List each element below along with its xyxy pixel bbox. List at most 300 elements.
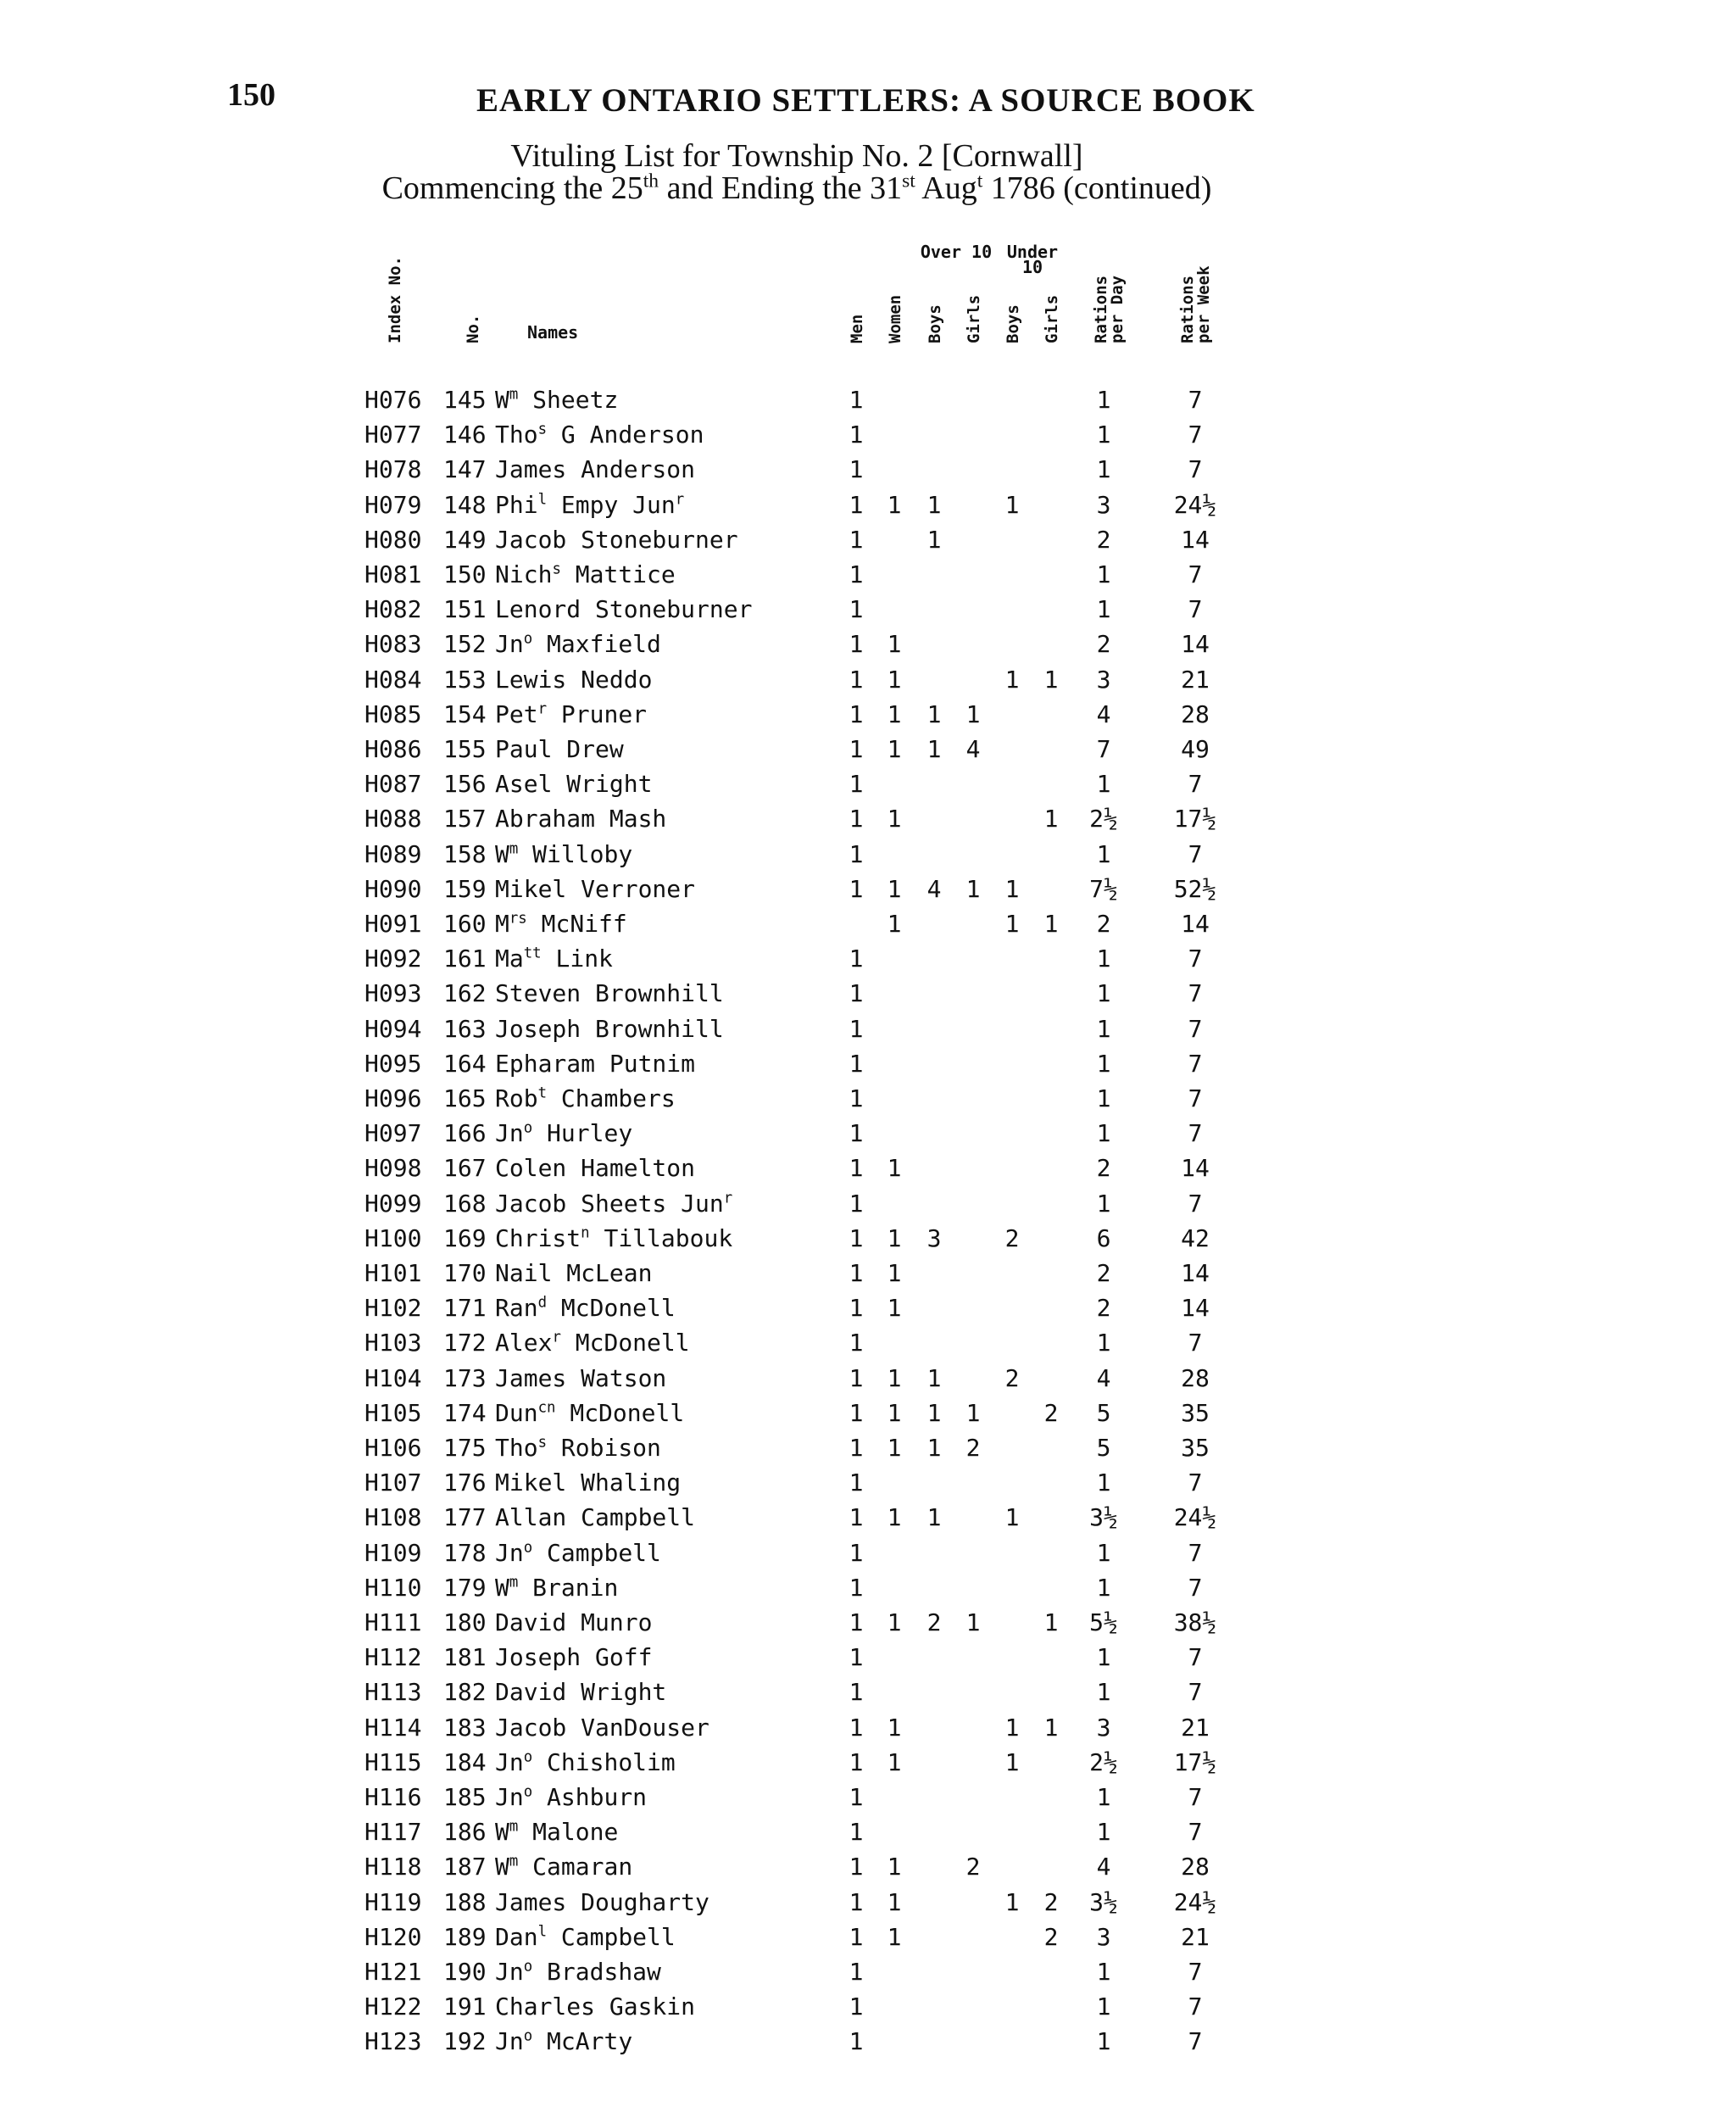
- header-men: Men: [848, 314, 866, 343]
- girls-under-10-count: 1: [1043, 1713, 1059, 1742]
- table-row: [0, 1993, 1736, 2027]
- settler-name: Dan$^l$ Campbell: [495, 1922, 676, 1951]
- men-count: 1: [849, 455, 864, 484]
- table-row: [0, 491, 1736, 526]
- index-no: H105: [364, 1398, 422, 1427]
- table-row: [0, 666, 1736, 700]
- men-count: 1: [849, 839, 864, 868]
- table-row: [0, 1294, 1736, 1329]
- rations-per-day: 1: [1096, 1049, 1111, 1078]
- entry-no: 153: [443, 665, 487, 694]
- rations-per-week: 7: [1188, 770, 1203, 799]
- settler-name: $W^m$ Sheetz: [495, 386, 619, 414]
- rations-per-week: 17½: [1173, 1747, 1217, 1776]
- index-no: H092: [364, 945, 422, 973]
- rations-per-week: 7: [1188, 1573, 1203, 1602]
- boys-under-10-count: 1: [1004, 1747, 1020, 1776]
- entry-no: 186: [443, 1818, 487, 1847]
- settler-name: Joseph Brownhill: [495, 1014, 724, 1043]
- rations-per-day: 1: [1096, 1084, 1111, 1112]
- rations-per-day: 2: [1096, 1294, 1111, 1323]
- settler-name: Nail McLean: [495, 1259, 653, 1287]
- table-row: [0, 1503, 1736, 1538]
- table-row: [0, 386, 1736, 421]
- rations-per-day: 3½: [1089, 1503, 1118, 1532]
- table-row: [0, 1539, 1736, 1574]
- header-rations-day: Rations per Day: [1092, 275, 1127, 343]
- entry-no: 170: [443, 1259, 487, 1287]
- header-no: No.: [464, 314, 482, 343]
- rations-per-week: 7: [1188, 1049, 1203, 1078]
- entry-no: 145: [443, 386, 487, 414]
- rations-per-week: 7: [1188, 1818, 1203, 1847]
- men-count: 1: [849, 1818, 864, 1847]
- rations-per-week: 7: [1188, 1329, 1203, 1357]
- rations-per-week: 7: [1188, 1643, 1203, 1672]
- index-no: H112: [364, 1643, 422, 1672]
- table-title-line1: Vituling List for Township No. 2 [Cornwall]: [510, 138, 1083, 174]
- rations-per-week: 14: [1181, 1259, 1210, 1287]
- table-row: [0, 455, 1736, 490]
- entry-no: 175: [443, 1434, 487, 1462]
- index-no: H121: [364, 1958, 422, 1986]
- rations-per-day: 1: [1096, 1189, 1111, 1218]
- settler-name: Jacob Sheets Jun$^r$: [495, 1189, 733, 1218]
- settler-name: $Ma^{tt}$ Link: [495, 945, 613, 973]
- rations-per-week: 7: [1188, 1014, 1203, 1043]
- table-row: [0, 1469, 1736, 1503]
- rations-per-day: 1: [1096, 455, 1111, 484]
- women-count: 1: [887, 805, 902, 833]
- index-no: H117: [364, 1818, 422, 1847]
- men-count: 1: [849, 1713, 864, 1742]
- index-no: H085: [364, 699, 422, 728]
- boys-over-10-count: 3: [926, 1223, 942, 1252]
- table-row: [0, 1853, 1736, 1887]
- settler-name: Jn$^o$ McArty: [495, 2027, 633, 2056]
- index-no: H111: [364, 1608, 422, 1636]
- index-no: H076: [364, 386, 422, 414]
- entry-no: 155: [443, 735, 487, 763]
- index-no: H099: [364, 1189, 422, 1218]
- rations-per-day: 3½: [1089, 1887, 1118, 1916]
- rations-per-day: 3: [1096, 665, 1111, 694]
- index-no: H091: [364, 910, 422, 938]
- men-count: 1: [849, 1434, 864, 1462]
- rations-per-week: 21: [1181, 665, 1210, 694]
- table-row: [0, 1259, 1736, 1294]
- header-boys-over: Boys: [926, 304, 944, 343]
- entry-no: 146: [443, 421, 487, 449]
- men-count: 1: [849, 1783, 864, 1811]
- men-count: 1: [849, 699, 864, 728]
- rations-per-day: 2½: [1089, 805, 1118, 833]
- entry-no: 147: [443, 455, 487, 484]
- settler-name: Jacob Stoneburner: [495, 525, 738, 554]
- table-row: [0, 1958, 1736, 1993]
- index-no: H082: [364, 595, 422, 624]
- girls-over-10-count: 4: [965, 735, 981, 763]
- rations-per-day: 1: [1096, 1783, 1111, 1811]
- settler-name: $W^m$ Branin: [495, 1573, 619, 1602]
- rations-per-day: 1: [1096, 770, 1111, 799]
- entry-no: 184: [443, 1747, 487, 1776]
- rations-per-week: 17½: [1173, 805, 1217, 833]
- men-count: 1: [849, 1294, 864, 1323]
- settler-name: Ran$^d$ McDonell: [495, 1294, 676, 1323]
- boys-under-10-count: 1: [1004, 874, 1020, 903]
- header-over-10: Over 10: [920, 242, 993, 262]
- men-count: 1: [849, 1469, 864, 1497]
- rations-per-week: 7: [1188, 560, 1203, 588]
- women-count: 1: [887, 1747, 902, 1776]
- settler-name: Jn$^o$ Ashburn: [495, 1783, 648, 1811]
- page-number: 150: [227, 77, 275, 113]
- settler-name: Charles Gaskin: [495, 1993, 696, 2021]
- women-count: 1: [887, 630, 902, 659]
- women-count: 1: [887, 1853, 902, 1881]
- boys-over-10-count: 4: [926, 874, 942, 903]
- men-count: 1: [849, 1643, 864, 1672]
- men-count: 1: [849, 421, 864, 449]
- rations-per-day: 1: [1096, 979, 1111, 1008]
- table-row: [0, 560, 1736, 595]
- settler-name: Mikel Verroner: [495, 874, 696, 903]
- index-no: H095: [364, 1049, 422, 1078]
- men-count: 1: [849, 1398, 864, 1427]
- settler-name: Jn$^o$ Maxfield: [495, 630, 661, 659]
- entry-no: 180: [443, 1608, 487, 1636]
- men-count: 1: [849, 1678, 864, 1707]
- entry-no: 154: [443, 699, 487, 728]
- women-count: 1: [887, 874, 902, 903]
- entry-no: 185: [443, 1783, 487, 1811]
- index-no: H113: [364, 1678, 422, 1707]
- entry-no: 191: [443, 1993, 487, 2021]
- rations-per-day: 5½: [1089, 1608, 1118, 1636]
- men-count: 1: [849, 805, 864, 833]
- rations-per-week: 14: [1181, 630, 1210, 659]
- rations-per-week: 28: [1181, 699, 1210, 728]
- girls-under-10-count: 1: [1043, 1608, 1059, 1636]
- rations-per-week: 7: [1188, 455, 1203, 484]
- boys-over-10-count: 1: [926, 1503, 942, 1532]
- entry-no: 148: [443, 490, 487, 519]
- settler-name: Alex$^r$ McDonell: [495, 1329, 690, 1357]
- header-women: Women: [886, 294, 904, 343]
- entry-no: 181: [443, 1643, 487, 1672]
- index-no: H123: [364, 2027, 422, 2056]
- entry-no: 171: [443, 1294, 487, 1323]
- index-no: H103: [364, 1329, 422, 1357]
- boys-under-10-count: 2: [1004, 1363, 1020, 1392]
- rations-per-week: 7: [1188, 1783, 1203, 1811]
- girls-under-10-count: 2: [1043, 1922, 1059, 1951]
- settler-name: Abraham Mash: [495, 805, 667, 833]
- rations-per-day: 1: [1096, 2027, 1111, 2056]
- boys-under-10-count: 1: [1004, 1713, 1020, 1742]
- entry-no: 165: [443, 1084, 487, 1112]
- rations-per-week: 21: [1181, 1713, 1210, 1742]
- boys-under-10-count: 1: [1004, 665, 1020, 694]
- index-no: H110: [364, 1573, 422, 1602]
- entry-no: 161: [443, 945, 487, 973]
- boys-over-10-count: 1: [926, 735, 942, 763]
- entry-no: 149: [443, 525, 487, 554]
- settler-name: Tho$^s$ Robison: [495, 1434, 661, 1462]
- women-count: 1: [887, 1922, 902, 1951]
- entry-no: 162: [443, 979, 487, 1008]
- index-no: H096: [364, 1084, 422, 1112]
- settler-name: David Munro: [495, 1608, 653, 1636]
- table-row: [0, 421, 1736, 455]
- girls-over-10-count: 2: [965, 1853, 981, 1881]
- table-row: [0, 1748, 1736, 1783]
- entry-no: 177: [443, 1503, 487, 1532]
- settler-name: Dun$^{cn}$ McDonell: [495, 1398, 685, 1427]
- men-count: 1: [849, 1922, 864, 1951]
- settler-name: Paul Drew: [495, 735, 624, 763]
- index-no: H120: [364, 1922, 422, 1951]
- settler-name: Christ$^n$ Tillabouk: [495, 1223, 733, 1252]
- women-count: 1: [887, 665, 902, 694]
- men-count: 1: [849, 1573, 864, 1602]
- entry-no: 152: [443, 630, 487, 659]
- men-count: 1: [849, 560, 864, 588]
- entry-no: 172: [443, 1329, 487, 1357]
- rations-per-day: 2: [1096, 1259, 1111, 1287]
- rations-per-week: 24½: [1173, 490, 1217, 519]
- rations-per-week: 7: [1188, 1678, 1203, 1707]
- boys-under-10-count: 1: [1004, 910, 1020, 938]
- rations-per-day: 1: [1096, 839, 1111, 868]
- table-row: [0, 910, 1736, 945]
- table-row: [0, 1434, 1736, 1469]
- table-row: [0, 1119, 1736, 1154]
- table-row: [0, 770, 1736, 805]
- girls-under-10-count: 2: [1043, 1398, 1059, 1427]
- rations-per-week: 7: [1188, 386, 1203, 414]
- table-row: [0, 1224, 1736, 1259]
- entry-no: 183: [443, 1713, 487, 1742]
- men-count: 1: [849, 1503, 864, 1532]
- settler-name: James Watson: [495, 1363, 667, 1392]
- rations-per-week: 35: [1181, 1434, 1210, 1462]
- entry-no: 160: [443, 910, 487, 938]
- entry-no: 159: [443, 874, 487, 903]
- rations-per-day: 1: [1096, 1958, 1111, 1986]
- index-no: H109: [364, 1538, 422, 1567]
- settler-name: Jn$^o$ Chisholim: [495, 1747, 676, 1776]
- men-count: 1: [849, 979, 864, 1008]
- boys-under-10-count: 1: [1004, 490, 1020, 519]
- settler-name: Jn$^o$ Bradshaw: [495, 1958, 661, 1986]
- women-count: 1: [887, 735, 902, 763]
- rations-per-week: 14: [1181, 1294, 1210, 1323]
- boys-over-10-count: 1: [926, 1398, 942, 1427]
- rations-per-day: 3: [1096, 490, 1111, 519]
- table-row: [0, 1329, 1736, 1363]
- rations-per-day: 7½: [1089, 874, 1118, 903]
- table-row: [0, 1678, 1736, 1713]
- table-row: [0, 1364, 1736, 1399]
- rations-per-day: 1: [1096, 560, 1111, 588]
- index-no: H086: [364, 735, 422, 763]
- women-count: 1: [887, 1608, 902, 1636]
- table-row: [0, 1888, 1736, 1923]
- index-no: H122: [364, 1993, 422, 2021]
- men-count: 1: [849, 665, 864, 694]
- boys-over-10-count: 1: [926, 490, 942, 519]
- index-no: H119: [364, 1887, 422, 1916]
- header-rations-week: Rations per Week: [1178, 265, 1213, 343]
- index-no: H098: [364, 1154, 422, 1183]
- men-count: 1: [849, 2027, 864, 2056]
- girls-under-10-count: 2: [1043, 1887, 1059, 1916]
- entry-no: 157: [443, 805, 487, 833]
- women-count: 1: [887, 1434, 902, 1462]
- table-row: [0, 2027, 1736, 2062]
- table-row: [0, 1818, 1736, 1853]
- rations-per-week: 21: [1181, 1922, 1210, 1951]
- table-row: [0, 945, 1736, 979]
- rations-per-week: 7: [1188, 595, 1203, 624]
- entry-no: 179: [443, 1573, 487, 1602]
- women-count: 1: [887, 490, 902, 519]
- index-no: H118: [364, 1853, 422, 1881]
- rations-per-week: 14: [1181, 525, 1210, 554]
- boys-over-10-count: 1: [926, 699, 942, 728]
- rations-per-day: 1: [1096, 1014, 1111, 1043]
- index-no: H078: [364, 455, 422, 484]
- index-no: H079: [364, 490, 422, 519]
- index-no: H087: [364, 770, 422, 799]
- girls-over-10-count: 2: [965, 1434, 981, 1462]
- rations-per-day: 3: [1096, 1922, 1111, 1951]
- men-count: 1: [849, 770, 864, 799]
- settler-name: Jn$^o$ Campbell: [495, 1538, 661, 1567]
- rations-per-day: 1: [1096, 386, 1111, 414]
- men-count: 1: [849, 1014, 864, 1043]
- rations-per-day: 2: [1096, 525, 1111, 554]
- men-count: 1: [849, 1329, 864, 1357]
- entry-no: 192: [443, 2027, 487, 2056]
- settler-name: Epharam Putnim: [495, 1049, 696, 1078]
- men-count: 1: [849, 1084, 864, 1112]
- entry-no: 188: [443, 1887, 487, 1916]
- rations-per-week: 7: [1188, 1538, 1203, 1567]
- running-title: EARLY ONTARIO SETTLERS: A SOURCE BOOK: [476, 82, 1255, 119]
- index-no: H114: [364, 1713, 422, 1742]
- table-row: [0, 700, 1736, 735]
- index-no: H108: [364, 1503, 422, 1532]
- table-row: [0, 1643, 1736, 1678]
- men-count: 1: [849, 595, 864, 624]
- girls-over-10-count: 1: [965, 699, 981, 728]
- settler-name: James Anderson: [495, 455, 696, 484]
- women-count: 1: [887, 1503, 902, 1532]
- entry-no: 182: [443, 1678, 487, 1707]
- settler-name: Mikel Whaling: [495, 1469, 682, 1497]
- rations-per-week: 7: [1188, 1469, 1203, 1497]
- index-no: H088: [364, 805, 422, 833]
- girls-under-10-count: 1: [1043, 910, 1059, 938]
- women-count: 1: [887, 910, 902, 938]
- women-count: 1: [887, 1223, 902, 1252]
- settler-name: Joseph Goff: [495, 1643, 653, 1672]
- rations-per-week: 7: [1188, 1958, 1203, 1986]
- table-row: [0, 1154, 1736, 1189]
- index-no: H080: [364, 525, 422, 554]
- table-row: [0, 1399, 1736, 1434]
- rations-per-day: 1: [1096, 945, 1111, 973]
- index-no: H101: [364, 1259, 422, 1287]
- settler-name: Jn$^o$ Hurley: [495, 1119, 633, 1148]
- header-boys-under: Boys: [1004, 304, 1022, 343]
- rations-per-week: 14: [1181, 1154, 1210, 1183]
- header-girls-under: Girls: [1043, 294, 1061, 343]
- rations-per-week: 7: [1188, 979, 1203, 1008]
- table-row: [0, 875, 1736, 910]
- rations-per-day: 5: [1096, 1434, 1111, 1462]
- table-row: [0, 805, 1736, 839]
- women-count: 1: [887, 1398, 902, 1427]
- table-row: [0, 595, 1736, 630]
- women-count: 1: [887, 1887, 902, 1916]
- settler-name: Pet$^r$ Pruner: [495, 699, 648, 728]
- men-count: 1: [849, 1958, 864, 1986]
- rations-per-week: 7: [1188, 839, 1203, 868]
- boys-over-10-count: 1: [926, 525, 942, 554]
- settler-name: David Wright: [495, 1678, 667, 1707]
- men-count: 1: [849, 630, 864, 659]
- girls-over-10-count: 1: [965, 874, 981, 903]
- rations-per-day: 2½: [1089, 1747, 1118, 1776]
- girls-over-10-count: 1: [965, 1608, 981, 1636]
- entry-no: 166: [443, 1119, 487, 1148]
- boys-under-10-count: 2: [1004, 1223, 1020, 1252]
- entry-no: 174: [443, 1398, 487, 1427]
- entry-no: 164: [443, 1049, 487, 1078]
- header-index: Index No.: [386, 256, 404, 343]
- index-no: H106: [364, 1434, 422, 1462]
- rations-per-day: 4: [1096, 699, 1111, 728]
- entry-no: 158: [443, 839, 487, 868]
- rations-per-week: 28: [1181, 1853, 1210, 1881]
- women-count: 1: [887, 1363, 902, 1392]
- settler-name: Rob$^t$ Chambers: [495, 1084, 676, 1112]
- rations-per-week: 7: [1188, 1189, 1203, 1218]
- rations-per-day: 7: [1096, 735, 1111, 763]
- table-row: [0, 840, 1736, 875]
- settler-name: Asel Wright: [495, 770, 653, 799]
- women-count: 1: [887, 1154, 902, 1183]
- header-under-10: Under 10: [1006, 242, 1059, 277]
- table-row: [0, 630, 1736, 665]
- rations-per-week: 7: [1188, 1119, 1203, 1148]
- rations-per-week: 7: [1188, 1084, 1203, 1112]
- rations-per-day: 4: [1096, 1853, 1111, 1881]
- settler-name: Lenord Stoneburner: [495, 595, 753, 624]
- entry-no: 156: [443, 770, 487, 799]
- women-count: 1: [887, 1713, 902, 1742]
- table-row: [0, 526, 1736, 560]
- rations-per-day: 2: [1096, 910, 1111, 938]
- rations-per-week: 24½: [1173, 1887, 1217, 1916]
- boys-over-10-count: 1: [926, 1434, 942, 1462]
- entry-no: 167: [443, 1154, 487, 1183]
- rations-per-day: 3: [1096, 1713, 1111, 1742]
